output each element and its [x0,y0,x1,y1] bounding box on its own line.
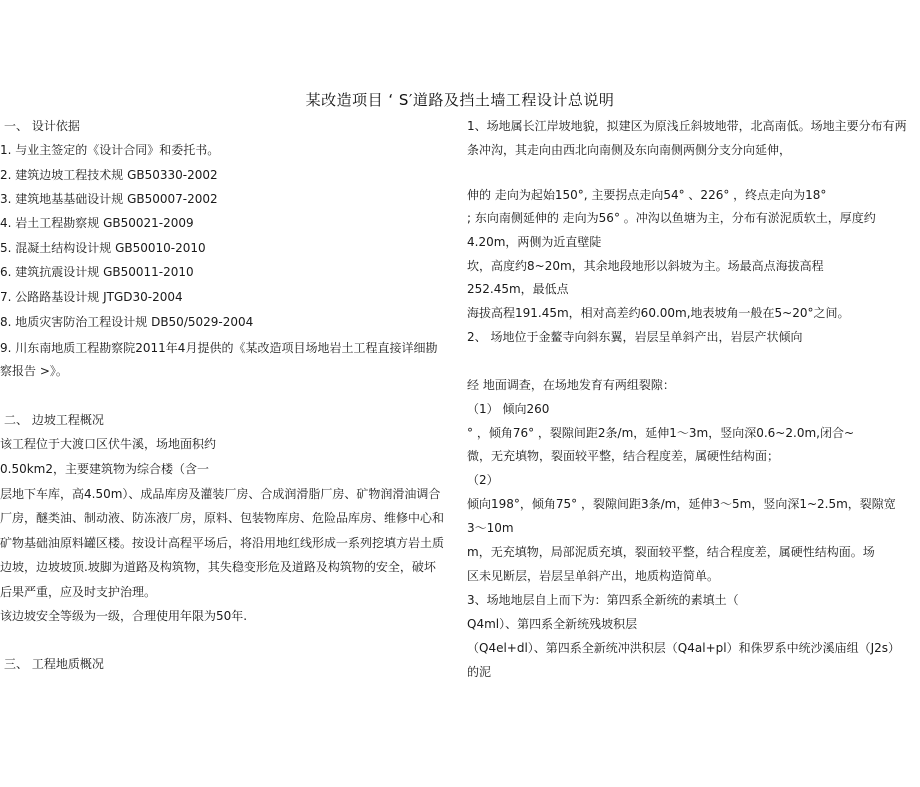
geology-line: 伸的 走向为起始150°, 主要拐点走向54° 、226° ，终点走向为18° [467,188,827,202]
geology-line: ; 东向南侧延伸的 走向为56° 。冲沟以鱼塘为主，分布有淤泥质软土，厚度约 [467,211,876,225]
basis-item: 4. 岩土工程勘察规 GB50021-2009 [0,216,194,230]
overview-line: 该边坡安全等级为一级，合理使用年限为50年. [0,609,248,623]
overview-line: 矿物基础油原料罐区楼。按设计高程平场后，将沿用地红线形成一系列挖填方岩土质 [0,536,445,550]
basis-item: 察报告 >》。 [0,364,68,378]
geology-line: 4.20m，两侧为近直壁陡 [467,235,602,249]
geology-line: 坎，高度约8~20m，其余地段地形以斜坡为主。场最高点海拔高程 [467,259,824,273]
basis-item: 6. 建筑抗震设计规 GB50011-2010 [0,265,194,279]
geology-line: （2） [467,473,499,487]
basis-item: 9. 川东南地质工程勘察院2011年4月提供的《某改造项目场地岩土工程直接详细勘 [0,341,438,355]
overview-line: 0.50km2，主要建筑物为综合楼（含一 [0,462,209,476]
overview-line: 厂房，醚类油、制动液、防冻液厂房，原料、包装物库房、危险品库房、维修中心和 [0,511,445,525]
geology-line: 区未见断层，岩层呈单斜产出，地质构造简单。 [467,569,720,583]
section-heading-design-basis: 一、 设计依据 [4,119,80,133]
geology-line: （Q4el+dl）、第四系全新统冲洪积层（Q4al+pl）和侏罗系中统沙溪庙组（J2s） [467,641,901,655]
basis-item: 2. 建筑边坡工程技术规 GB50330-2002 [0,168,218,182]
geology-line: 经 地面调查，在场地发育有两组裂隙： [467,378,675,392]
overview-line: 边坡，边坡坡顶.坡脚为道路及构筑物，其失稳变形危及道路及构筑物的安全，破坏 [0,560,436,574]
geology-line: 1、场地属长江岸坡地貌，拟建区为原浅丘斜坡地带，北高南低。场地主要分布有两 [467,119,907,133]
geology-line: 的泥 [467,665,492,679]
geology-line: m，无充填物，局部泥质充填，裂面较平整，结合程度差，属硬性结构面。场 [467,545,875,559]
basis-item: 8. 地质灾害防治工程设计规 DB50/5029-2004 [0,315,254,329]
geology-line: 2、 场地位于金鳌寺向斜东翼，岩层呈单斜产出，岩层产状倾向 [467,330,803,344]
geology-line: Q4ml）、第四系全新统残坡积层 [467,617,638,631]
basis-item: 1. 与业主签定的《设计合同》和委托书。 [0,143,220,157]
section-heading-geology: 三、 工程地质概况 [4,657,104,671]
geology-line: 3、场地地层自上而下为：第四系全新统的素填土（ [467,593,739,607]
basis-item: 5. 混凝土结构设计规 GB50010-2010 [0,241,206,255]
overview-line: 层地下车库，高4.50m）、成品库房及灌装厂房、合成润滑脂厂房、矿物润滑油调合 [0,487,441,501]
section-heading-slope-overview: 二、 边坡工程概况 [4,413,104,427]
geology-line: 海拔高程191.45m，相对高差约60.00m,地表坡角一般在5~20°之间。 [467,306,850,320]
geology-line: （1） 倾向260 [467,402,550,416]
basis-item: 7. 公路路基设计规 JTGD30-2004 [0,290,183,304]
overview-line: 后果严重，应及时支护治理。 [0,585,157,599]
basis-item: 3. 建筑地基基础设计规 GB50007-2002 [0,192,218,206]
geology-line: 252.45m，最低点 [467,282,569,296]
document-title: 某改造项目 ‘ S′道路及挡土墙工程设计总说明 [305,91,615,109]
geology-line: 倾向198°，倾角75° ，裂隙间距3条/m，延伸3～5m，竖向深1~2.5m，裂隙宽 [467,497,896,511]
geology-line: ° ，倾角76° ，裂隙间距2条/m，延伸1～3m，竖向深0.6~2.0m,闭合~ [467,426,855,440]
overview-line: 该工程位于大渡口区伏牛溪，场地面积约 [0,437,217,451]
geology-line: 3～10m [467,521,514,535]
geology-line: 微，无充填物，裂面较平整，结合程度差，属硬性结构面； [467,449,780,463]
geology-line: 条冲沟，其走向由西北向南侧及东向南侧两侧分支分向延伸， [467,143,792,157]
